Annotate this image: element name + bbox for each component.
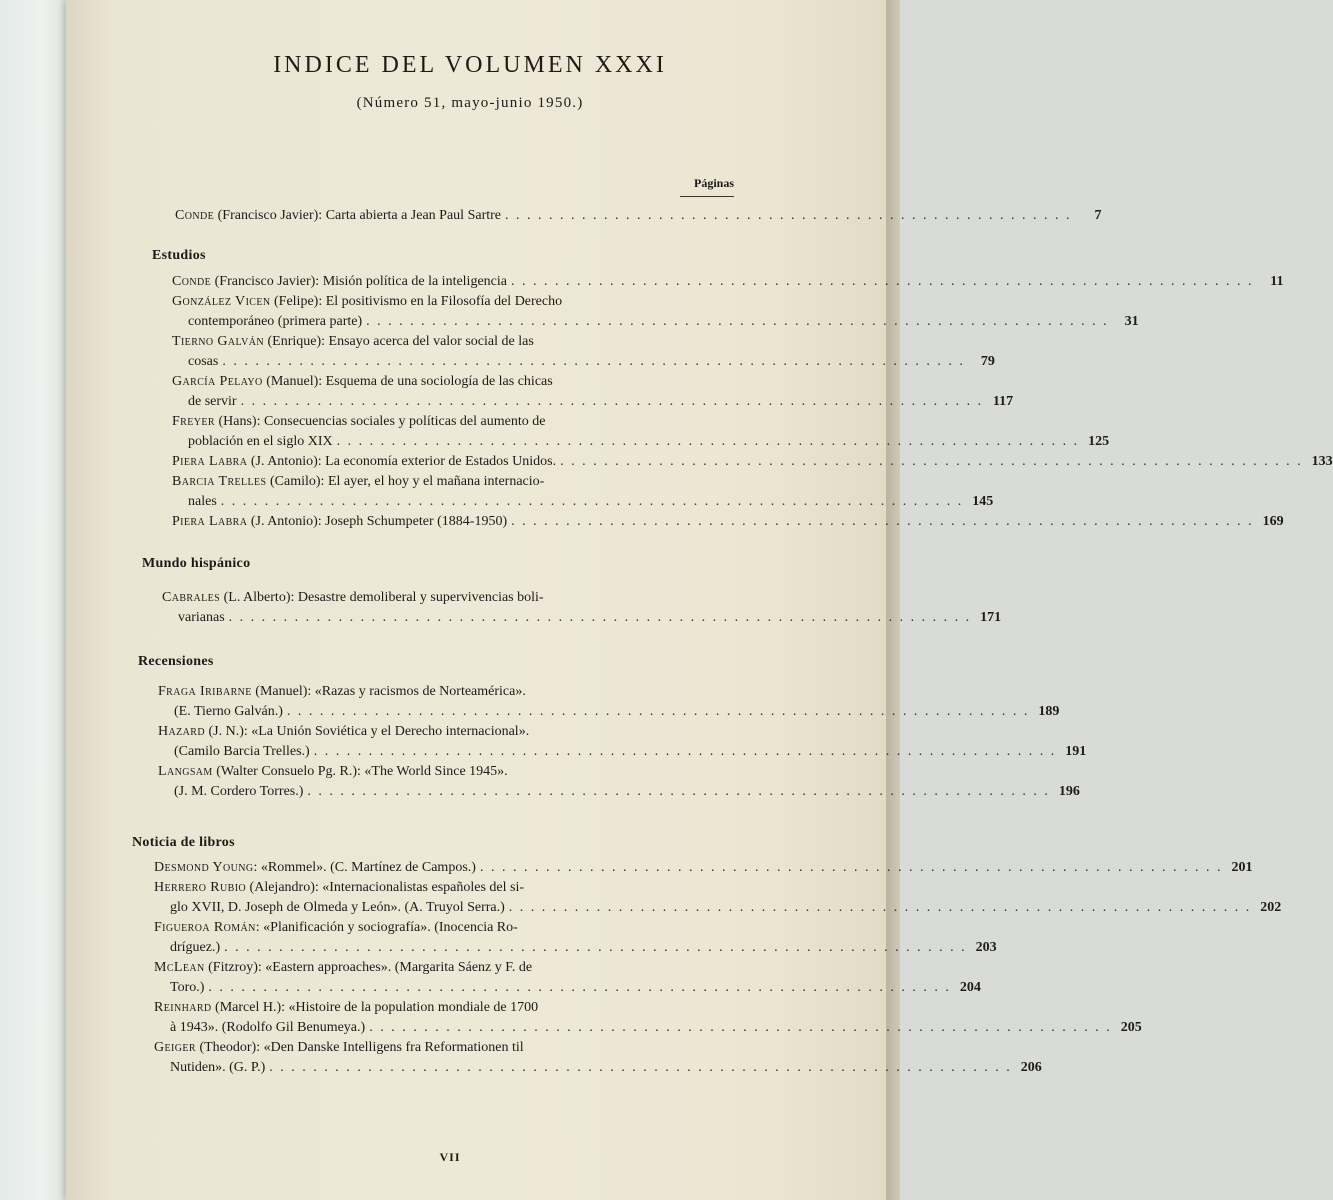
leader-dots: . . . . . . . . . . . . . . . . . . . . . . . . . . . . . . . . . . . . . . . . . . . . . . . . . . . . . . . . . . . . . . . . . . . .	[224, 940, 967, 955]
entry-line	[162, 588, 746, 608]
toc-entry	[172, 332, 995, 372]
entry-text: (Camilo): El ayer, el hoy y el mañana internacio-	[266, 474, 545, 489]
leader-dots: . . . . . . . . . . . . . . . . . . . . . . . . . . . . . . . . . . . . . . . . . . . . . . . . . . . . . . . . . . . . . . . . . . . .	[366, 314, 1109, 329]
leader-dots: . . . . . . . . . . . . . . . . . . . . . . . . . . . . . . . . . . . . . . . . . . . . . . . . . . . . . . . . . . . . . . . . . . . .	[228, 610, 972, 625]
leader-dots: . . . . . . . . . . . . . . . . . . . . . . . . . . . . . . . . . . . . . . . . . . . . . . . . . . . . . . . . . . . . . . . . . . . .	[369, 1020, 1112, 1035]
entry-text-continued: (E. Tierno Galván.)	[174, 704, 283, 719]
entry-author: Tierno Galván	[172, 334, 264, 349]
entry-text-continued: dríguez.)	[170, 940, 221, 955]
entry-text-continued: Toro.)	[170, 980, 205, 995]
entry-text-continued: de servir	[188, 394, 237, 409]
leader-dots: . . . . . . . . . . . . . . . . . . . . . . . . . . . . . . . . . . . . . . . . . . . . . . . . . . . . . . . . . . . . . . . . . . . .	[560, 454, 1303, 469]
entry-text-wrap	[154, 958, 532, 978]
entry-page: 31	[1124, 314, 1139, 329]
entry-text: : «Planificación y sociografía». (Inocencia Ro-	[255, 920, 518, 935]
leader-dots: . . . . . . . . . . . . . . . . . . . . . . . . . . . . . . . . . . . . . . . . . . . . . . . . . . . . . . . . . . . . . . . . . . . .	[511, 514, 1254, 529]
entry-page: 125	[1088, 434, 1110, 449]
entry-text-wrap	[154, 858, 476, 878]
toc-list-recensiones	[158, 682, 1087, 802]
section-heading-estudios: Estudios	[152, 248, 206, 263]
entry-author: Barcia Trelles	[172, 474, 267, 489]
entry-text-continued: contemporáneo (primera parte)	[188, 314, 363, 329]
entry-line	[158, 762, 750, 782]
entry-text: (Alejandro): «Internacionalistas españoles del si-	[246, 880, 525, 895]
entry-text: (J. Antonio): La economía exterior de Estados Unidos.	[247, 454, 557, 469]
entry-text: (Felipe): El positivismo en la Filosofía del Derecho	[270, 294, 563, 309]
entry-text-wrap	[154, 1038, 524, 1058]
leader-dots: . . . . . . . . . . . . . . . . . . . . . . . . . . . . . . . . . . . . . . . . . . . . . . . . . . . . . . . . . . . . . . . . . . . .	[208, 980, 951, 995]
entry-line	[154, 1058, 1042, 1078]
toc-entry	[154, 998, 1142, 1038]
leader-dots: . . . . . . . . . . . . . . . . . . . . . . . . . . . . . . . . . . . . . . . . . . . . . . . . . . . . . . . . . . . . . . . . . . . .	[286, 704, 1030, 719]
entry-author: González Vicen	[172, 294, 271, 309]
entry-text: (Manuel): «Razas y racismos de Norteamérica».	[251, 684, 526, 699]
leader-dots: . . . . . . . . . . . . . . . . . . . . . . . . . . . . . . . . . . . . . . . . . . . . . . . . . . . . . . . . . . . . . . . . . . . .	[240, 394, 984, 409]
entry-line	[172, 512, 1284, 532]
entry-page: 11	[1270, 274, 1284, 289]
entry-text-wrap	[162, 588, 544, 608]
leader-dots: . . . . . . . . . . . . . . . . . . . . . . . . . . . . . . . . . . . . . . . . . . . . . . . . . . . . . . . . . . . . . . . . . . . .	[220, 494, 964, 509]
entry-line	[172, 332, 734, 352]
entry-text-wrap	[172, 272, 507, 292]
page-number-footer: VII	[439, 1150, 461, 1164]
entry-text: (Marcel H.): «Histoire de la population mondiale de 1700	[211, 1000, 539, 1015]
entry-line	[154, 998, 766, 1018]
entry-line	[154, 898, 1282, 918]
entry-text: (J. N.): «La Unión Soviética y el Derecho internacional».	[204, 724, 530, 739]
entry-text-wrap	[172, 512, 507, 532]
entry-text: (Walter Consuelo Pg. R.): «The World Since 1945».	[212, 764, 508, 779]
entry-page: 196	[1058, 784, 1080, 799]
entry-text: (Theodor): «Den Danske Intelligens fra Reformationen til	[195, 1040, 524, 1055]
toc-list-estudios	[172, 272, 1333, 532]
entry-line	[158, 742, 1087, 762]
toc-list-mundo-hispanico	[162, 588, 1002, 628]
entry-line	[172, 432, 1110, 452]
toc-entry	[154, 918, 997, 958]
toc-entry	[158, 722, 1087, 762]
entry-line	[154, 1018, 1142, 1038]
entry-line	[158, 782, 1080, 802]
entry-author: Conde	[172, 274, 212, 289]
entry-page: 171	[980, 610, 1002, 625]
entry-line	[172, 392, 1014, 412]
entry-text-continued: glo XVII, D. Joseph de Olmeda y León». (A. Truyol Serra.)	[170, 900, 505, 915]
entry-author: Desmond Young	[154, 860, 254, 875]
entry-author: Herrero Rubio	[154, 880, 247, 895]
entry-page: 203	[975, 940, 997, 955]
entry-author: Freyer	[172, 414, 215, 429]
entry-author: Langsam	[158, 764, 213, 779]
entry-line	[158, 722, 750, 742]
entry-page: 191	[1065, 744, 1087, 759]
entry-line	[154, 918, 766, 938]
entry-page: 7	[1094, 208, 1102, 223]
toc-entry	[172, 372, 1014, 412]
leader-dots: . . . . . . . . . . . . . . . . . . . . . . . . . . . . . . . . . . . . . . . . . . . . . . . . . . . .	[505, 208, 1072, 223]
entry-text-wrap	[154, 918, 518, 938]
entry-page: 189	[1038, 704, 1060, 719]
entry-text: (Hans): Consecuencias sociales y políticas del aumento de	[214, 414, 546, 429]
entry-text-continued: (J. M. Cordero Torres.)	[174, 784, 304, 799]
entry-author: McLean	[154, 960, 205, 975]
entry-text-wrap	[158, 682, 526, 702]
entry-text-continued: (Camilo Barcia Trelles.)	[174, 744, 310, 759]
entry-line	[158, 702, 1060, 722]
paginas-label: Páginas	[693, 176, 734, 190]
entry-text: (Francisco Javier): Carta abierta a Jean Paul Sartre	[214, 208, 502, 223]
entry-line	[154, 858, 1253, 878]
leader-dots: . . . . . . . . . . . . . . . . . . . . . . . . . . . . . . . . . . . . . . . . . . . . . . . . . . . . . . . . . . . . . . . . . . . .	[508, 900, 1252, 915]
section-heading-recensiones: Recensiones	[138, 654, 214, 669]
entry-page: 169	[1262, 514, 1284, 529]
entry-text-continued: à 1943». (Rodolfo Gil Benumeya.)	[170, 1020, 366, 1035]
entry-line	[154, 938, 997, 958]
toc-entry	[172, 452, 1333, 472]
entry-text: (Francisco Javier): Misión política de la inteligencia	[211, 274, 507, 289]
toc-entry	[172, 472, 994, 512]
entry-text-continued: cosas	[188, 354, 219, 369]
entry-page: 205	[1120, 1020, 1142, 1035]
entry-line	[154, 1038, 766, 1058]
toc-entry	[175, 206, 1102, 226]
entry-text-wrap	[172, 332, 534, 352]
section-heading-noticia-de-libros: Noticia de libros	[132, 835, 235, 850]
entry-line	[154, 978, 981, 998]
entry-page: 145	[972, 494, 994, 509]
entry-text: : «Rommel». (C. Martínez de Campos.)	[253, 860, 476, 875]
entry-author: Figueroa Román	[154, 920, 256, 935]
entry-text-wrap	[154, 878, 524, 898]
section-heading-mundo-hispanico: Mundo hispánico	[142, 556, 251, 571]
entry-author: Reinhard	[154, 1000, 212, 1015]
leader-dots: . . . . . . . . . . . . . . . . . . . . . . . . . . . . . . . . . . . . . . . . . . . . . . . . . . . . . . . . . . . . . . . . . . . .	[510, 274, 1254, 289]
entry-line	[172, 412, 734, 432]
entry-page: 117	[992, 394, 1014, 409]
entry-line	[158, 682, 750, 702]
entry-page: 202	[1260, 900, 1282, 915]
entry-line	[172, 472, 734, 492]
entry-author: García Pelayo	[172, 374, 263, 389]
entry-page: 206	[1020, 1060, 1042, 1075]
entry-text: (J. Antonio): Joseph Schumpeter (1884-1950)	[247, 514, 508, 529]
entry-text-continued: población en el siglo XIX	[188, 434, 333, 449]
toc-entry	[158, 682, 1060, 722]
toc-entry	[162, 588, 1002, 628]
entry-line	[172, 272, 1284, 292]
entry-text-wrap	[158, 762, 508, 782]
entry-author: Piera Labra	[172, 454, 248, 469]
toc-entry	[172, 272, 1284, 292]
leader-dots: . . . . . . . . . . . . . . . . . . . . . . . . . . . . . . . . . . . . . . . . . . . . . . . . . . . . . . . . . . . . . . . . . . . .	[313, 744, 1057, 759]
toc-entry	[172, 512, 1284, 532]
entry-text: (Manuel): Esquema de una sociología de las chicas	[262, 374, 553, 389]
leader-dots: . . . . . . . . . . . . . . . . . . . . . . . . . . . . . . . . . . . . . . . . . . . . . . . . . . . . . . . . . . . . . . . . . . . .	[307, 784, 1050, 799]
entry-page: 79	[980, 354, 995, 369]
toc-entry	[154, 858, 1253, 878]
entry-text: (Fitzroy): «Eastern approaches». (Margarita Sáenz y F. de	[204, 960, 533, 975]
entry-text-wrap	[172, 412, 545, 432]
leader-dots: . . . . . . . . . . . . . . . . . . . . . . . . . . . . . . . . . . . . . . . . . . . . . . . . . . . . . . . . . . . . . . . . . . . .	[479, 860, 1223, 875]
entry-author: Hazard	[158, 724, 205, 739]
entry-author: Piera Labra	[172, 514, 248, 529]
entry-line	[172, 372, 734, 392]
entry-author: Conde	[175, 208, 215, 223]
entry-text-wrap	[172, 292, 562, 312]
toc-entry	[172, 412, 1110, 452]
entry-text-wrap	[172, 472, 544, 492]
entry-line	[172, 452, 1333, 472]
entry-page: 204	[959, 980, 981, 995]
entry-text-wrap	[154, 998, 538, 1018]
toc-list-noticia-de-libros	[154, 858, 1282, 1078]
leader-dots: . . . . . . . . . . . . . . . . . . . . . . . . . . . . . . . . . . . . . . . . . . . . . . . . . . . . . . . . . . . . . . . . . . . .	[222, 354, 965, 369]
entry-author: Cabrales	[162, 590, 221, 605]
page-title: INDICE DEL VOLUMEN XXXI	[273, 52, 667, 78]
entry-text-wrap	[172, 372, 553, 392]
toc-entry	[158, 762, 1080, 802]
entry-text-wrap	[172, 452, 556, 472]
entry-page: 201	[1231, 860, 1253, 875]
entry-author: Fraga Iribarne	[158, 684, 252, 699]
paginas-rule	[680, 196, 734, 197]
entry-text-continued: nales	[188, 494, 217, 509]
entry-text: (L. Alberto): Desastre demoliberal y supervivencias boli-	[220, 590, 544, 605]
toc-entry	[154, 878, 1282, 918]
toc-entry	[154, 1038, 1042, 1078]
entry-line	[154, 958, 766, 978]
entry-text: (Enrique): Ensayo acerca del valor social de las	[264, 334, 534, 349]
entry-text-wrap	[158, 722, 529, 742]
leader-dots: . . . . . . . . . . . . . . . . . . . . . . . . . . . . . . . . . . . . . . . . . . . . . . . . . . . . . . . . . . . . . . . . . . . .	[269, 1060, 1012, 1075]
background-left	[0, 0, 70, 1200]
entry-text-continued: varianas	[178, 610, 225, 625]
entry-author: Geiger	[154, 1040, 196, 1055]
entry-line	[172, 292, 734, 312]
entry-line	[172, 492, 994, 512]
leader-dots: . . . . . . . . . . . . . . . . . . . . . . . . . . . . . . . . . . . . . . . . . . . . . . . . . . . . . . . . . . . . . . . . . . . .	[336, 434, 1080, 449]
entry-line	[172, 312, 1139, 332]
toc-entry	[172, 292, 1139, 332]
entry-text-continued: Nutiden». (G. P.)	[170, 1060, 266, 1075]
page-subtitle: (Número 51, mayo-junio 1950.)	[356, 95, 584, 111]
entry-page: 133	[1311, 454, 1333, 469]
entry-line	[162, 608, 1002, 628]
entry-line	[172, 352, 995, 372]
toc-entry	[154, 958, 981, 998]
entry-line	[154, 878, 766, 898]
